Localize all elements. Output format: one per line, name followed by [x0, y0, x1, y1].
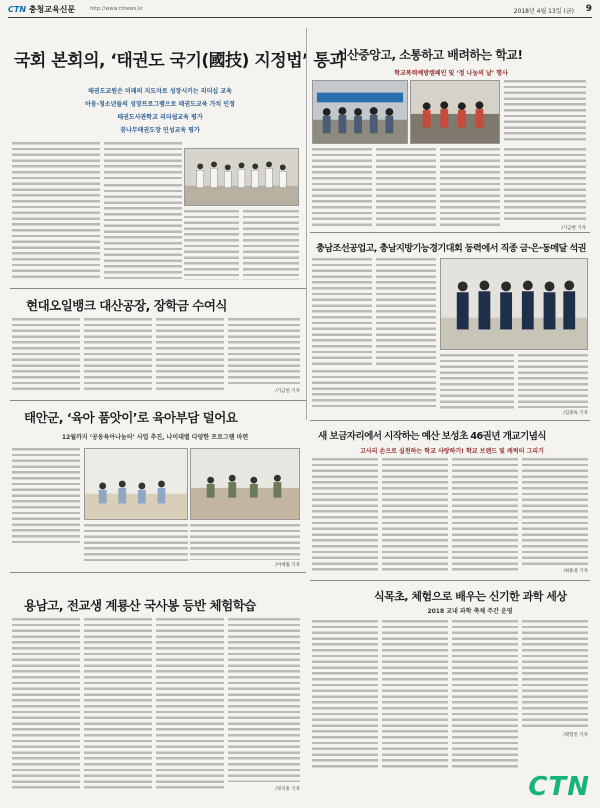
- hyundai-byline: /기금현 기자: [275, 389, 300, 394]
- hyundai-body-col1: [12, 318, 80, 390]
- column-divider: [306, 28, 307, 420]
- section-rule: [10, 288, 306, 289]
- taean-byline: /이애월 기자: [275, 563, 300, 568]
- newspaper-logo: [8, 4, 75, 15]
- website-url[interactable]: http://www.ctnews.kr: [90, 6, 143, 12]
- boseong-body-col4: [522, 458, 588, 566]
- science-body-col4: [522, 620, 588, 730]
- page-header: [8, 4, 592, 18]
- ctn-logo: CTN: [528, 772, 590, 802]
- seosan-byline: /기금현 기자: [561, 226, 586, 231]
- issue-date: 2018년 4월 13일 (금): [513, 8, 574, 15]
- page-number: 9: [585, 4, 592, 14]
- taean-photo: [84, 448, 188, 520]
- chungnam-tech-body-col4: [440, 354, 514, 412]
- taekwondo-body-col1: [12, 142, 100, 280]
- seosan-body-col2: [376, 148, 436, 228]
- boseong-body-col3: [452, 458, 518, 574]
- taekwondo-sub-4: 꿈나무태권도장 인성교육 평가: [120, 127, 200, 134]
- taean-body-col3: [190, 524, 300, 560]
- seosan-body-col3: [440, 148, 500, 228]
- yongnam-byline: /정지홍 기자: [275, 787, 300, 792]
- hyundai-headline: 현대오일뱅크 대산공장, 장학금 수여식: [26, 298, 228, 313]
- taekwondo-photo: [184, 148, 299, 206]
- taean-headline: 태안군, ‘육아 품앗이’로 육아부담 덜어요: [24, 410, 238, 425]
- boseong-body-col2: [382, 458, 448, 574]
- yongnam-headline: 용남고, 전교생 계룡산 국사봉 등반 체험학습: [24, 598, 256, 613]
- seosan-subhead: 학교폭력예방캠페인 및 ‘정 나눔의 날’ 행사: [394, 70, 508, 77]
- boseong-body-col1: [312, 458, 378, 574]
- hyundai-body-col4: [228, 318, 300, 384]
- taekwondo-sub-3: 태권도사관학교 리더쉽교육 평가: [117, 114, 203, 121]
- boseong-headline: 새 보금자리에서 시작하는 예산 보성초 46권년 개교기념식: [318, 431, 546, 442]
- chungnam-tech-photo: [440, 258, 588, 350]
- science-headline: 식목초, 체험으로 배우는 신기한 과학 세상: [374, 590, 567, 603]
- chungnam-tech-byline: /김종독 기자: [563, 411, 588, 416]
- section-rule: [310, 420, 590, 421]
- science-subhead: 2018 교내 과학 축제 주간 운영: [427, 608, 513, 615]
- seosan-headline: 서산중앙고, 소통하고 배려하는 학교!: [336, 48, 523, 62]
- section-rule: [10, 572, 306, 573]
- science-body-col2: [382, 620, 448, 770]
- seosan-photo-2: [410, 80, 500, 144]
- chungnam-tech-body-col5: [518, 354, 588, 408]
- taean-photo-2: [190, 448, 300, 520]
- chungnam-tech-headline: 충남조선공업고, 충남지방기능경기대회 동력에서 직종 금·은·동메달 석권: [316, 243, 586, 254]
- taekwondo-sub-1: 태권도교원은 미래의 지도자로 성장시키는 리더십 교육: [88, 88, 232, 95]
- section-rule: [310, 232, 590, 233]
- section-rule: [310, 580, 590, 581]
- taekwondo-body-col2b: [104, 184, 182, 280]
- logo-name: 충청교육신문: [28, 5, 76, 14]
- science-body-col3: [452, 620, 518, 770]
- chungnam-tech-body-col3: [312, 370, 436, 410]
- taean-body-col2: [84, 524, 188, 564]
- taean-subhead: 12월까지 ‘공동육아나눔터’ 사업 추진, 나이대별 다양한 프로그램 마련: [61, 434, 249, 441]
- science-byline: /곽향진 기자: [563, 733, 588, 738]
- seosan-body-col4: [504, 148, 586, 222]
- taekwondo-sub-2: 아동·청소년들의 성장프로그램으로 태권도교육 가치 인정: [85, 101, 235, 108]
- taekwondo-headline: 국회 본회의, ‘태권도 국기(國技) 지정법’ 통과: [14, 51, 346, 71]
- chungnam-tech-body-col1: [312, 258, 372, 366]
- yongnam-body-col3: [156, 618, 224, 792]
- yongnam-body-col1: [12, 618, 80, 792]
- yongnam-body-col2: [84, 618, 152, 792]
- chungnam-tech-body-col2: [376, 258, 436, 366]
- boseong-byline: /최용권 기자: [563, 569, 588, 574]
- section-rule: [10, 400, 306, 401]
- taean-body-col1: [12, 448, 80, 544]
- science-body-col1: [312, 620, 378, 770]
- taekwondo-body-col3: [184, 210, 239, 280]
- seosan-photo: [312, 80, 408, 144]
- hyundai-body-col2: [84, 318, 152, 390]
- boseong-subhead: 고사리 손으로 실천하는 학교 사랑하기! 학교 브랜드 및 캐릭터 그리기: [360, 448, 544, 455]
- seosan-body-side: [504, 80, 586, 144]
- hyundai-body-col3: [156, 318, 224, 390]
- seosan-body-col1: [312, 148, 372, 228]
- logo-prefix: CTN: [8, 5, 27, 14]
- yongnam-body-col4: [228, 618, 300, 782]
- taekwondo-body-col4: [243, 210, 299, 280]
- taekwondo-body-col2a: [104, 142, 182, 180]
